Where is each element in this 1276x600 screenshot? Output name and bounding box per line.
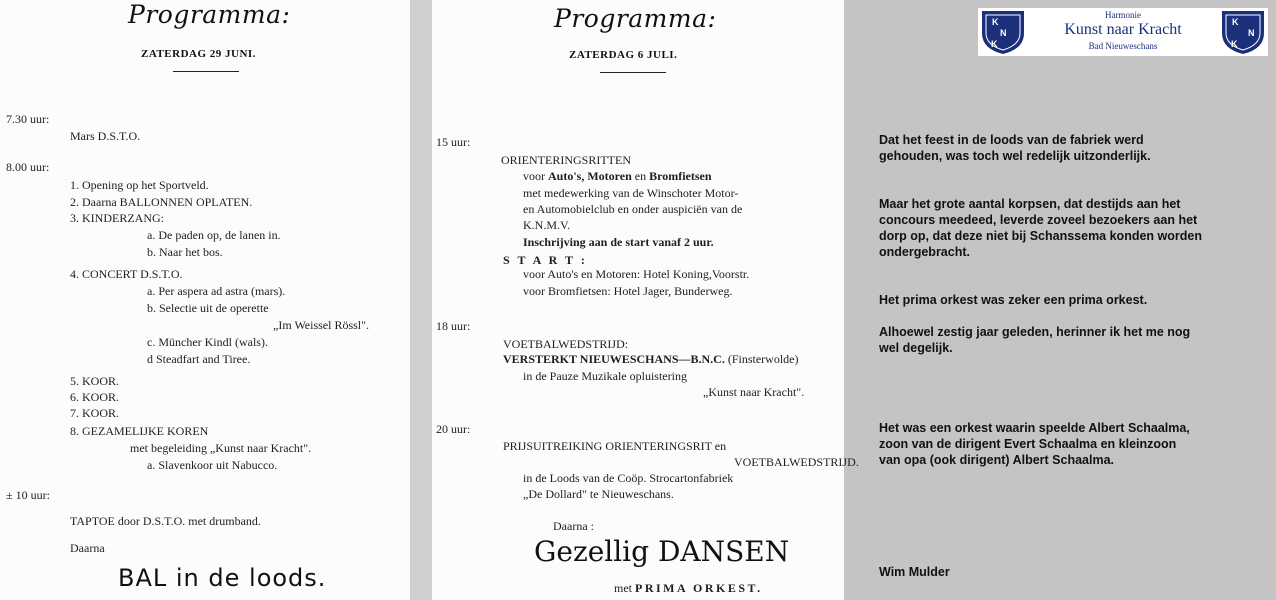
r20-line5: Daarna : xyxy=(553,519,594,533)
logo-sub-text: Bad Nieuweschans xyxy=(1088,41,1158,51)
closing2-a: met xyxy=(614,581,635,595)
left-shield-letter-3: K xyxy=(991,39,998,49)
note-paragraph: Het prima orkest was zeker een prima orkest. xyxy=(879,293,1148,307)
note-paragraph: Het was een orkest waarin speelde Albert Schaalma, zoon van de dirigent Evert Schaalma en kleinzoon van opa (ook dirigent) Albert Schaalma. xyxy=(879,421,1190,467)
r15-line2-b: Auto's, Motoren xyxy=(548,169,632,183)
r15-line2-d: Bromfietsen xyxy=(649,169,712,183)
program-line: 5. KOOR. xyxy=(70,374,120,388)
program-line: 7. KOOR. xyxy=(70,406,120,420)
program-line: b. Naar het bos. xyxy=(147,245,223,259)
program-line: a. Slavenkoor uit Nabucco. xyxy=(147,458,278,472)
r15-line6: Inschrijving aan de start vanaf 2 uur. xyxy=(523,235,714,249)
program-line: 2. Daarna BALLONNEN OPLATEN. xyxy=(70,195,253,209)
logo-top-text: Harmonie xyxy=(1105,10,1141,20)
time-label: 18 uur: xyxy=(436,319,471,333)
program-line: met begeleiding „Kunst naar Kracht". xyxy=(130,441,312,455)
page1-date: ZATERDAG 29 JUNI. xyxy=(141,48,256,60)
r18-line2 xyxy=(503,352,799,366)
r20-line2: VOETBALWEDSTRIJD. xyxy=(734,455,859,469)
right-shield-icon xyxy=(1220,9,1266,55)
program-line: 3. KINDERZANG: xyxy=(70,211,164,225)
right-shield-letter-3: K xyxy=(1231,39,1238,49)
program-line: 1. Opening op het Sportveld. xyxy=(70,178,209,192)
r20-line3: in de Loods van de Coöp. Strocartonfabriek xyxy=(523,471,734,485)
r15-line9: voor Bromfietsen: Hotel Jager, Bunderweg. xyxy=(523,284,733,298)
r18-line4: „Kunst naar Kracht". xyxy=(703,385,805,399)
page1-closing: BAL in de loods. xyxy=(118,564,327,592)
right-shield-letter-2: N xyxy=(1248,28,1255,38)
left-shield-icon xyxy=(980,9,1026,55)
page1-title: Programma: xyxy=(128,0,291,29)
r15-line3: met medewerking van de Winschoter Motor- xyxy=(523,186,739,200)
r15-line2-c: en xyxy=(631,169,650,183)
program-line: 8. GEZAMELIJKE KOREN xyxy=(70,424,209,438)
note-paragraph: Dat het feest in de loods van de fabriek werd gehouden, was toch wel redelijk uitzonderlijk. xyxy=(879,133,1151,163)
program-line: Daarna xyxy=(70,541,105,555)
program-line: d Steadfart and Tiree. xyxy=(147,352,251,366)
program-line: ± 10 uur: xyxy=(6,488,50,502)
r18-line2-a: VERSTERKT NIEUWESCHANS—B.N.C. xyxy=(503,352,725,366)
page2-date: ZATERDAG 6 JULI. xyxy=(569,49,678,61)
r15-line1: ORIENTERINGSRITTEN xyxy=(501,153,631,167)
page-gap xyxy=(410,0,432,600)
r20-line4: „De Dollard" te Nieuweschans. xyxy=(523,487,674,501)
r15-line5: K.N.M.V. xyxy=(523,218,571,232)
left-shield-letter-2: N xyxy=(1000,28,1007,38)
r18-line2-b: (Finsterwolde) xyxy=(724,352,799,366)
program-line: Mars D.S.T.O. xyxy=(70,129,141,143)
left-shield-letter-1: K xyxy=(992,17,999,27)
r15-line2 xyxy=(523,169,712,183)
program-line: TAPTOE door D.S.T.O. met drumband. xyxy=(70,514,261,528)
page2-title: Programma: xyxy=(554,4,717,33)
program-line: a. De paden op, de lanen in. xyxy=(147,228,281,242)
program-line: 8.00 uur: xyxy=(6,160,50,174)
r15-line4: en Automobielclub en onder auspiciën van de xyxy=(523,202,743,216)
author-signature: Wim Mulder xyxy=(879,565,950,579)
logo-main-text: Kunst naar Kracht xyxy=(1064,21,1182,38)
program-line: 7.30 uur: xyxy=(6,112,50,126)
r20-line1: PRIJSUITREIKING ORIENTERINGSRIT en xyxy=(503,439,727,453)
time-label: 20 uur: xyxy=(436,422,471,436)
program-line: 6. KOOR. xyxy=(70,390,120,404)
page2-closing: Gezellig DANSEN xyxy=(534,535,790,568)
r15-line2-a: voor xyxy=(523,169,548,183)
r18-line3: in de Pauze Muzikale opluistering xyxy=(523,369,687,383)
program-line: c. Müncher Kindl (wals). xyxy=(147,335,268,349)
page2-closing-orchestra xyxy=(614,581,763,595)
harmonie-logo xyxy=(978,8,1268,56)
program-line: „Im Weissel Rössl". xyxy=(273,318,370,332)
programma-page-zaterdag-29-juni xyxy=(0,0,410,600)
programma-page-zaterdag-6-juli xyxy=(432,0,859,600)
program-line: a. Per aspera ad astra (mars). xyxy=(147,284,286,298)
time-label: 15 uur: xyxy=(436,135,471,149)
program-line: 4. CONCERT D.S.T.O. xyxy=(70,267,183,281)
page1-divider xyxy=(173,71,239,72)
note-paragraph: Alhoewel zestig jaar geleden, herinner ik het me nog wel degelijk. xyxy=(879,325,1191,355)
r15-line7: S T A R T : xyxy=(503,253,588,267)
r18-line1: VOETBALWEDSTRIJD: xyxy=(503,337,629,351)
right-shield-letter-1: K xyxy=(1232,17,1239,27)
r15-line8: voor Auto's en Motoren: Hotel Koning,Voorstr. xyxy=(523,267,750,281)
note-paragraph: Maar het grote aantal korpsen, dat destijds aan het concours meedeed, leverde zoveel bezoekers aan het dorp op, dat deze niet bij Schanssema konden worden ondergebracht. xyxy=(879,197,1202,259)
closing2-b: PRIMA ORKEST. xyxy=(635,581,763,595)
page2-divider xyxy=(600,72,666,73)
program-line: b. Selectie uit de operette xyxy=(147,301,269,315)
